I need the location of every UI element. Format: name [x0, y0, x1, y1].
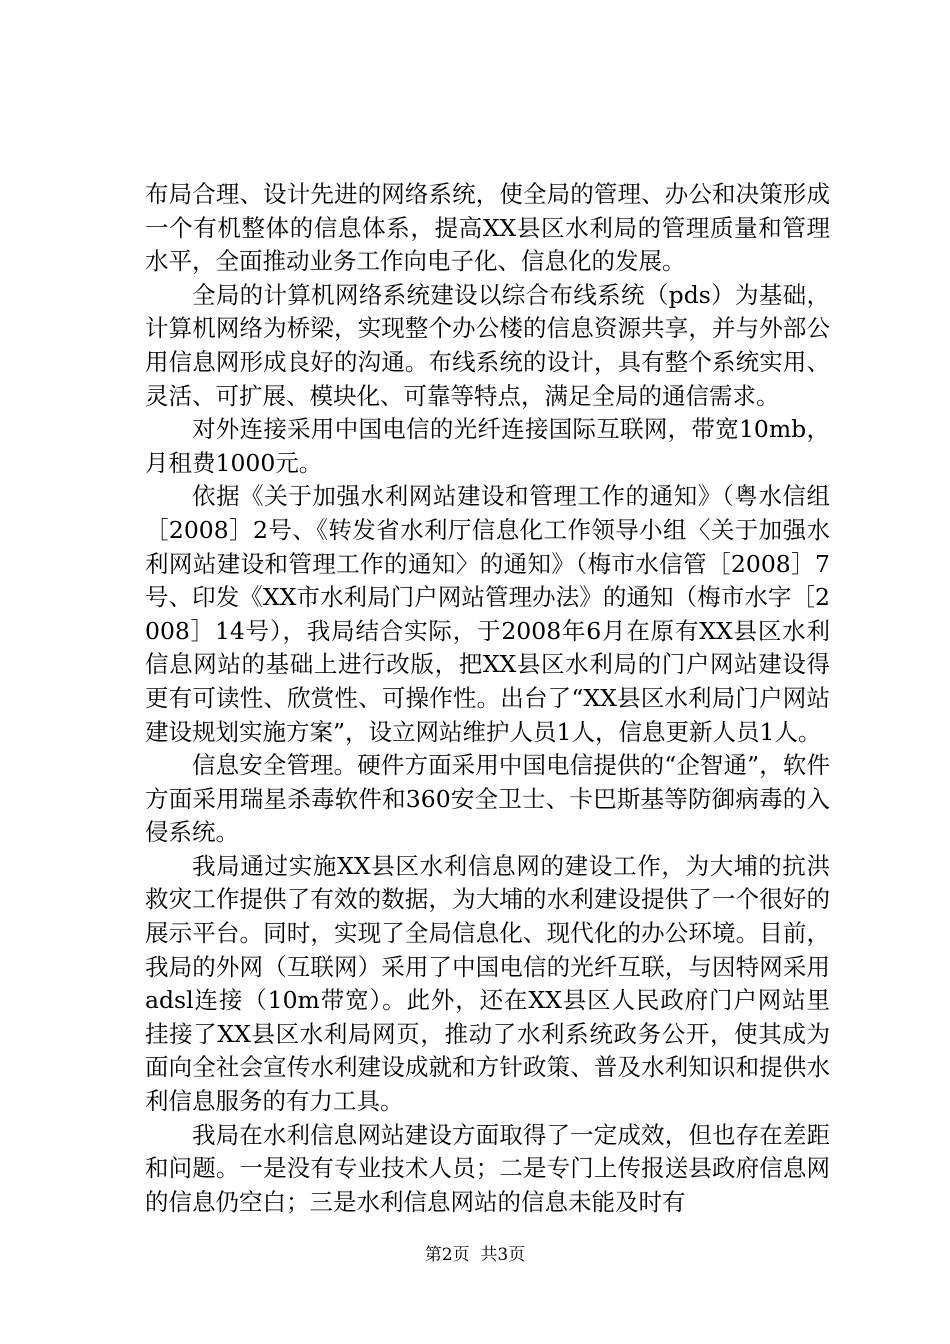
paragraph-1: 布局合理、设计先进的网络系统，使全局的管理、办公和决策形成一个有机整体的信息体系，提高XX县区水利局的管理质量和管理水平，全面推动业务工作向电子化、信息化的发展。 — [145, 180, 830, 276]
paragraph-4: 依据《关于加强水利网站建设和管理工作的通知》（粤水信组［2008］2号、《转发省水利厅信息化工作领导小组〈关于加强水利网站建设和管理工作的通知〉的通知》（梅市水信管［2008］7号、印发《XX市水利局门户网站管理办法》的通知（梅市水字［2008］14号），我局结合实际，于2008年6月在原有XX县区水利信息网站的基础上进行改版，把XX县区水利局的门户网站建设得更有可读性、欣赏性、可操作性。出台了“XX县区水利局门户网站建设规划实施方案”，设立网站维护人员1人，信息更新人员1人。 — [145, 482, 830, 746]
paragraph-5: 信息安全管理。硬件方面采用中国电信提供的“企智通”，软件方面采用瑞星杀毒软件和360安全卫士、卡巴斯基等防御病毒的入侵系统。 — [145, 751, 830, 847]
page-footer — [0, 1244, 950, 1266]
paragraph-2: 全局的计算机网络系统建设以综合布线系统（pds）为基础，计算机网络为桥梁，实现整个办公楼的信息资源共享，并与外部公用信息网形成良好的沟通。布线系统的设计，具有整个系统实用、灵活、可扩展、模块化、可靠等特点，满足全局的通信需求。 — [145, 280, 830, 410]
paragraph-6: 我局通过实施XX县区水利信息网的建设工作，为大埔的抗洪救灾工作提供了有效的数据，为大埔的水利建设提供了一个很好的展示平台。同时，实现了全局信息化、现代化的办公环境。目前，我局的外网（互联网）采用了中国电信的光纤互联，与因特网采用adsl连接（10m带宽）。此外，还在XX县区人民政府门户网站里挂接了XX县区水利局网页，推动了水利系统政务公开，使其成为面向全社会宣传水利建设成就和方针政策、普及水利知识和提供水利信息服务的有力工具。 — [145, 851, 830, 1116]
paragraph-3: 对外连接采用中国电信的光纤连接国际互联网，带宽10mb，月租费1000元。 — [145, 415, 830, 477]
page-number: 第2页 共3页 — [424, 1245, 526, 1265]
document-body — [145, 178, 830, 1219]
paragraph-7: 我局在水利信息网站建设方面取得了一定成效，但也存在差距和问题。一是没有专业技术人员；二是专门上传报送县政府信息网的信息仍空白；三是水利信息网站的信息未能及时有 — [145, 1120, 830, 1216]
